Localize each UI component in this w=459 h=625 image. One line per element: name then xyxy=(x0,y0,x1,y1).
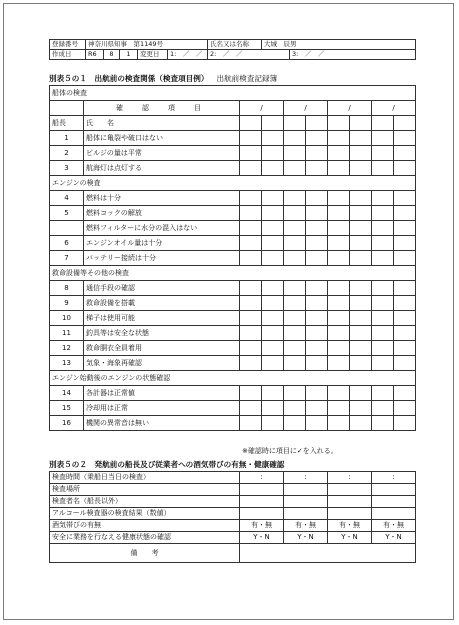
check-cell[interactable] xyxy=(372,206,394,221)
check-cell[interactable] xyxy=(262,326,284,341)
check-cell[interactable] xyxy=(306,341,328,356)
check-cell[interactable] xyxy=(350,326,372,341)
check-value-cell[interactable] xyxy=(284,496,328,508)
check-cell[interactable] xyxy=(394,296,416,311)
item-text: 通信手段の確認 xyxy=(84,281,240,296)
check-cell[interactable] xyxy=(372,416,394,431)
check-cell[interactable] xyxy=(284,341,306,356)
check-cell[interactable] xyxy=(328,251,350,266)
alcohol-check-table xyxy=(49,471,416,563)
check-cell[interactable] xyxy=(350,236,372,251)
check-cell[interactable] xyxy=(350,146,372,161)
item-text: ビルジの量は平常 xyxy=(84,146,240,161)
item-number: 2 xyxy=(50,146,84,161)
created-year: R6 xyxy=(86,50,104,60)
inspection-row xyxy=(50,146,416,161)
check-cell[interactable] xyxy=(394,326,416,341)
section2-title: 別表５の２ 発航前の船長及び従業者への酒気帯びの有無・健康確認 xyxy=(49,460,285,469)
item-text: 梯子は使用可能 xyxy=(84,311,240,326)
check-cell[interactable] xyxy=(394,341,416,356)
item-text: 燃料コックの解放 xyxy=(84,206,240,221)
inspection-row xyxy=(50,221,416,236)
check-cell[interactable] xyxy=(240,356,262,371)
inspection-row xyxy=(50,341,416,356)
check-value-cell[interactable]: Y・N xyxy=(372,532,416,544)
check-value-cell[interactable]: 有・無 xyxy=(240,520,284,532)
item-number: 8 xyxy=(50,281,84,296)
check-cell[interactable] xyxy=(240,401,262,416)
check-cell[interactable] xyxy=(350,131,372,146)
check-cell[interactable] xyxy=(262,191,284,206)
check-cell[interactable] xyxy=(240,191,262,206)
check-value-cell[interactable]: Y・N xyxy=(328,532,372,544)
check-cell[interactable] xyxy=(350,341,372,356)
check-cell[interactable] xyxy=(372,386,394,401)
captain-label: 船長 xyxy=(50,116,84,131)
check-cell[interactable] xyxy=(262,161,284,176)
inspection-row xyxy=(50,251,416,266)
item-number: 12 xyxy=(50,341,84,356)
changed-1: 1: ／ ／ xyxy=(168,50,208,60)
check-cell[interactable] xyxy=(306,356,328,371)
check-cell[interactable] xyxy=(284,311,306,326)
check-cell[interactable] xyxy=(306,416,328,431)
inspection-row xyxy=(50,401,416,416)
check-cell[interactable] xyxy=(394,251,416,266)
check-value-cell[interactable]: Y・N xyxy=(240,532,284,544)
check-row-label: 酒気帯びの有無 xyxy=(50,520,240,532)
check-row xyxy=(50,472,416,484)
check-cell[interactable] xyxy=(262,206,284,221)
check-cell[interactable] xyxy=(328,206,350,221)
section1-subtitle: 出航前検査記録簿 xyxy=(216,74,278,83)
item-number: 5 xyxy=(50,206,84,221)
inspection-row xyxy=(50,326,416,341)
check-row xyxy=(50,496,416,508)
check-cell[interactable] xyxy=(306,386,328,401)
check-cell[interactable] xyxy=(372,236,394,251)
check-cell[interactable] xyxy=(372,161,394,176)
check-cell[interactable] xyxy=(394,311,416,326)
check-cell[interactable] xyxy=(350,401,372,416)
check-cell[interactable] xyxy=(262,311,284,326)
item-text: 燃料は十分 xyxy=(84,191,240,206)
item-number: 9 xyxy=(50,296,84,311)
group-header: エンジン始動後のエンジンの状態確認 xyxy=(50,371,416,386)
check-cell[interactable] xyxy=(306,221,328,236)
check-cell[interactable] xyxy=(328,386,350,401)
check-cell[interactable] xyxy=(328,221,350,236)
check-row xyxy=(50,484,416,496)
check-cell[interactable] xyxy=(350,221,372,236)
check-cell[interactable] xyxy=(262,221,284,236)
date-col-3[interactable]: / xyxy=(328,101,372,116)
check-cell[interactable] xyxy=(350,416,372,431)
inspection-row xyxy=(50,386,416,401)
check-value-cell[interactable] xyxy=(372,496,416,508)
check-cell[interactable] xyxy=(372,326,394,341)
reg-value: 神奈川県知事 第1149号 xyxy=(86,40,208,50)
check-value-cell[interactable] xyxy=(372,484,416,496)
check-value-cell[interactable]: : xyxy=(284,472,328,484)
check-cell[interactable] xyxy=(394,386,416,401)
check-value-cell[interactable]: 有・無 xyxy=(328,520,372,532)
changed-2: 2: ／ ／ xyxy=(208,50,290,60)
check-cell[interactable] xyxy=(284,236,306,251)
check-cell[interactable] xyxy=(284,296,306,311)
check-cell[interactable] xyxy=(394,191,416,206)
check-cell[interactable] xyxy=(394,281,416,296)
check-cell[interactable] xyxy=(328,191,350,206)
check-cell[interactable] xyxy=(372,296,394,311)
check-cell[interactable] xyxy=(240,236,262,251)
check-cell[interactable] xyxy=(306,281,328,296)
check-cell[interactable] xyxy=(306,206,328,221)
check-cell[interactable] xyxy=(328,326,350,341)
check-cell[interactable] xyxy=(372,221,394,236)
check-cell[interactable] xyxy=(372,281,394,296)
check-cell[interactable] xyxy=(306,131,328,146)
check-row xyxy=(50,508,416,520)
check-cell[interactable] xyxy=(240,221,262,236)
check-cell[interactable] xyxy=(262,386,284,401)
header-table xyxy=(49,39,416,60)
check-cell[interactable] xyxy=(284,161,306,176)
check-cell[interactable] xyxy=(350,251,372,266)
check-cell[interactable] xyxy=(350,386,372,401)
inspection-row xyxy=(50,206,416,221)
item-text: 釣具等は安全な状態 xyxy=(84,326,240,341)
check-cell[interactable] xyxy=(394,146,416,161)
hull-group-header: 船体の検査 xyxy=(50,86,416,101)
check-cell[interactable] xyxy=(350,296,372,311)
check-note: ※確認時に項目に✓を入れる。 xyxy=(242,447,338,455)
check-cell[interactable] xyxy=(306,251,328,266)
captain-name-cell[interactable] xyxy=(240,116,262,131)
check-row xyxy=(50,532,416,544)
check-cell[interactable] xyxy=(240,281,262,296)
check-cell[interactable] xyxy=(284,131,306,146)
check-cell[interactable] xyxy=(350,191,372,206)
check-cell[interactable] xyxy=(328,296,350,311)
check-cell[interactable] xyxy=(284,221,306,236)
item-text: 燃料フィルターに水分の混入はない xyxy=(84,221,240,236)
check-value-cell[interactable]: 有・無 xyxy=(372,520,416,532)
created-month: 8 xyxy=(104,50,120,60)
check-row-label: 検査時間（乗船日当日の検査） xyxy=(50,472,240,484)
check-cell[interactable] xyxy=(240,206,262,221)
check-cell[interactable] xyxy=(306,296,328,311)
check-value-cell[interactable] xyxy=(372,508,416,520)
item-text: 冷却用は正常 xyxy=(84,401,240,416)
check-value-cell[interactable] xyxy=(240,508,284,520)
name-label: 氏名又は名称 xyxy=(208,40,262,50)
reg-label: 登録番号 xyxy=(50,40,86,50)
check-cell[interactable] xyxy=(394,401,416,416)
created-label: 作成日 xyxy=(50,50,86,60)
check-row xyxy=(50,520,416,532)
item-number: 3 xyxy=(50,161,84,176)
item-number: 1 xyxy=(50,131,84,146)
check-cell[interactable] xyxy=(372,356,394,371)
check-value-cell[interactable]: : xyxy=(372,472,416,484)
check-value-cell[interactable] xyxy=(284,508,328,520)
check-cell[interactable] xyxy=(306,326,328,341)
check-cell[interactable] xyxy=(394,161,416,176)
check-cell[interactable] xyxy=(394,236,416,251)
check-cell[interactable] xyxy=(350,161,372,176)
check-cell[interactable] xyxy=(240,296,262,311)
name-column-label: 氏 名 xyxy=(84,116,240,131)
remarks-label: 備 考 xyxy=(50,544,240,563)
check-row-label: 安全に業務を行なえる健康状態の確認 xyxy=(50,532,240,544)
check-value-cell[interactable] xyxy=(284,484,328,496)
check-cell[interactable] xyxy=(284,191,306,206)
item-text: 船体に亀裂や破口はない xyxy=(84,131,240,146)
check-cell[interactable] xyxy=(284,356,306,371)
check-cell[interactable] xyxy=(262,356,284,371)
check-cell[interactable] xyxy=(350,356,372,371)
check-cell[interactable] xyxy=(350,311,372,326)
item-text: 気象・海象再確認 xyxy=(84,356,240,371)
inspection-table xyxy=(49,85,416,431)
check-value-cell[interactable] xyxy=(240,484,284,496)
check-cell[interactable] xyxy=(394,221,416,236)
inspection-row xyxy=(50,311,416,326)
check-value-cell[interactable]: 有・無 xyxy=(284,520,328,532)
date-col-1[interactable]: / xyxy=(240,101,284,116)
check-value-cell[interactable] xyxy=(328,484,372,496)
item-number: 15 xyxy=(50,401,84,416)
check-value-cell[interactable] xyxy=(240,496,284,508)
check-cell[interactable] xyxy=(328,401,350,416)
inspection-row xyxy=(50,356,416,371)
check-cell[interactable] xyxy=(240,311,262,326)
check-cell[interactable] xyxy=(328,311,350,326)
changed-3: 3: ／ ／ xyxy=(290,50,416,60)
check-cell[interactable] xyxy=(240,161,262,176)
check-cell[interactable] xyxy=(394,206,416,221)
check-cell[interactable] xyxy=(240,326,262,341)
check-cell[interactable] xyxy=(372,401,394,416)
check-cell[interactable] xyxy=(284,386,306,401)
check-cell[interactable] xyxy=(328,236,350,251)
check-cell[interactable] xyxy=(240,341,262,356)
check-cell[interactable] xyxy=(328,416,350,431)
date-col-2[interactable]: / xyxy=(284,101,328,116)
date-col-4[interactable]: / xyxy=(372,101,416,116)
item-number: 10 xyxy=(50,311,84,326)
group-row xyxy=(50,176,416,191)
item-text: 機関の異常音は無い xyxy=(84,416,240,431)
item-number: 4 xyxy=(50,191,84,206)
items-column-header: 確 認 項 目 xyxy=(84,101,240,116)
check-cell[interactable] xyxy=(328,281,350,296)
check-cell[interactable] xyxy=(262,416,284,431)
check-value-cell[interactable] xyxy=(328,496,372,508)
check-cell[interactable] xyxy=(306,146,328,161)
check-cell[interactable] xyxy=(262,146,284,161)
check-cell[interactable] xyxy=(284,251,306,266)
inspection-row xyxy=(50,131,416,146)
check-value-cell[interactable]: : xyxy=(240,472,284,484)
group-header: 救命設備等その他の検査 xyxy=(50,266,416,281)
inspection-row xyxy=(50,296,416,311)
item-number: 6 xyxy=(50,236,84,251)
group-row xyxy=(50,371,416,386)
item-text: 救命胴衣全員着用 xyxy=(84,341,240,356)
changed-label: 変更日 xyxy=(138,50,168,60)
check-cell[interactable] xyxy=(328,356,350,371)
item-number: 7 xyxy=(50,251,84,266)
check-cell[interactable] xyxy=(284,326,306,341)
check-cell[interactable] xyxy=(240,251,262,266)
check-cell[interactable] xyxy=(372,131,394,146)
item-number: 14 xyxy=(50,386,84,401)
check-cell[interactable] xyxy=(262,401,284,416)
name-value: 大城 辰男 xyxy=(262,40,416,50)
check-row-label: アルコール検査器の検査結果（数値） xyxy=(50,508,240,520)
check-cell[interactable] xyxy=(372,341,394,356)
check-cell[interactable] xyxy=(372,146,394,161)
check-value-cell[interactable] xyxy=(328,508,372,520)
check-row-label: 検査者名（船長以外） xyxy=(50,496,240,508)
check-cell[interactable] xyxy=(240,146,262,161)
check-cell[interactable] xyxy=(262,131,284,146)
check-cell[interactable] xyxy=(284,206,306,221)
check-cell[interactable] xyxy=(328,161,350,176)
inspection-row xyxy=(50,161,416,176)
inspection-row xyxy=(50,191,416,206)
inspection-row xyxy=(50,416,416,431)
item-text: バッテリー接続は十分 xyxy=(84,251,240,266)
item-number: 11 xyxy=(50,326,84,341)
check-cell[interactable] xyxy=(328,131,350,146)
check-cell[interactable] xyxy=(262,281,284,296)
check-cell[interactable] xyxy=(394,131,416,146)
check-cell[interactable] xyxy=(306,311,328,326)
check-cell[interactable] xyxy=(262,341,284,356)
item-number: 13 xyxy=(50,356,84,371)
section1-title: 別表５の１ 出航前の検査関係（検査項目例） 出航前検査記録簿 xyxy=(49,74,278,83)
group-row xyxy=(50,266,416,281)
check-cell[interactable] xyxy=(284,416,306,431)
check-cell[interactable] xyxy=(350,206,372,221)
group-header: エンジンの検査 xyxy=(50,176,416,191)
document-sheet xyxy=(3,3,454,620)
check-cell[interactable] xyxy=(306,401,328,416)
check-cell[interactable] xyxy=(262,236,284,251)
check-cell[interactable] xyxy=(262,251,284,266)
check-cell[interactable] xyxy=(284,401,306,416)
check-row-label: 検査場所 xyxy=(50,484,240,496)
inspection-row xyxy=(50,236,416,251)
check-cell[interactable] xyxy=(284,281,306,296)
check-cell[interactable] xyxy=(394,416,416,431)
check-cell[interactable] xyxy=(350,281,372,296)
check-value-cell[interactable]: : xyxy=(328,472,372,484)
check-cell[interactable] xyxy=(372,191,394,206)
check-cell[interactable] xyxy=(394,356,416,371)
item-text: エンジンオイル量は十分 xyxy=(84,236,240,251)
created-day: 1 xyxy=(120,50,138,60)
remarks-field[interactable] xyxy=(240,544,416,563)
inspection-row xyxy=(50,281,416,296)
item-number: 16 xyxy=(50,416,84,431)
check-cell[interactable] xyxy=(306,191,328,206)
check-value-cell[interactable]: Y・N xyxy=(284,532,328,544)
check-cell[interactable] xyxy=(240,131,262,146)
check-cell[interactable] xyxy=(262,296,284,311)
item-text: 救命設備を搭載 xyxy=(84,296,240,311)
check-cell[interactable] xyxy=(240,416,262,431)
check-cell[interactable] xyxy=(328,341,350,356)
check-cell[interactable] xyxy=(306,236,328,251)
check-cell[interactable] xyxy=(284,146,306,161)
check-cell[interactable] xyxy=(372,311,394,326)
check-cell[interactable] xyxy=(372,251,394,266)
item-number xyxy=(50,221,84,236)
item-text: 各計器は正常値 xyxy=(84,386,240,401)
check-cell[interactable] xyxy=(328,146,350,161)
check-cell[interactable] xyxy=(240,386,262,401)
check-cell[interactable] xyxy=(306,161,328,176)
item-text: 航海灯は点灯する xyxy=(84,161,240,176)
